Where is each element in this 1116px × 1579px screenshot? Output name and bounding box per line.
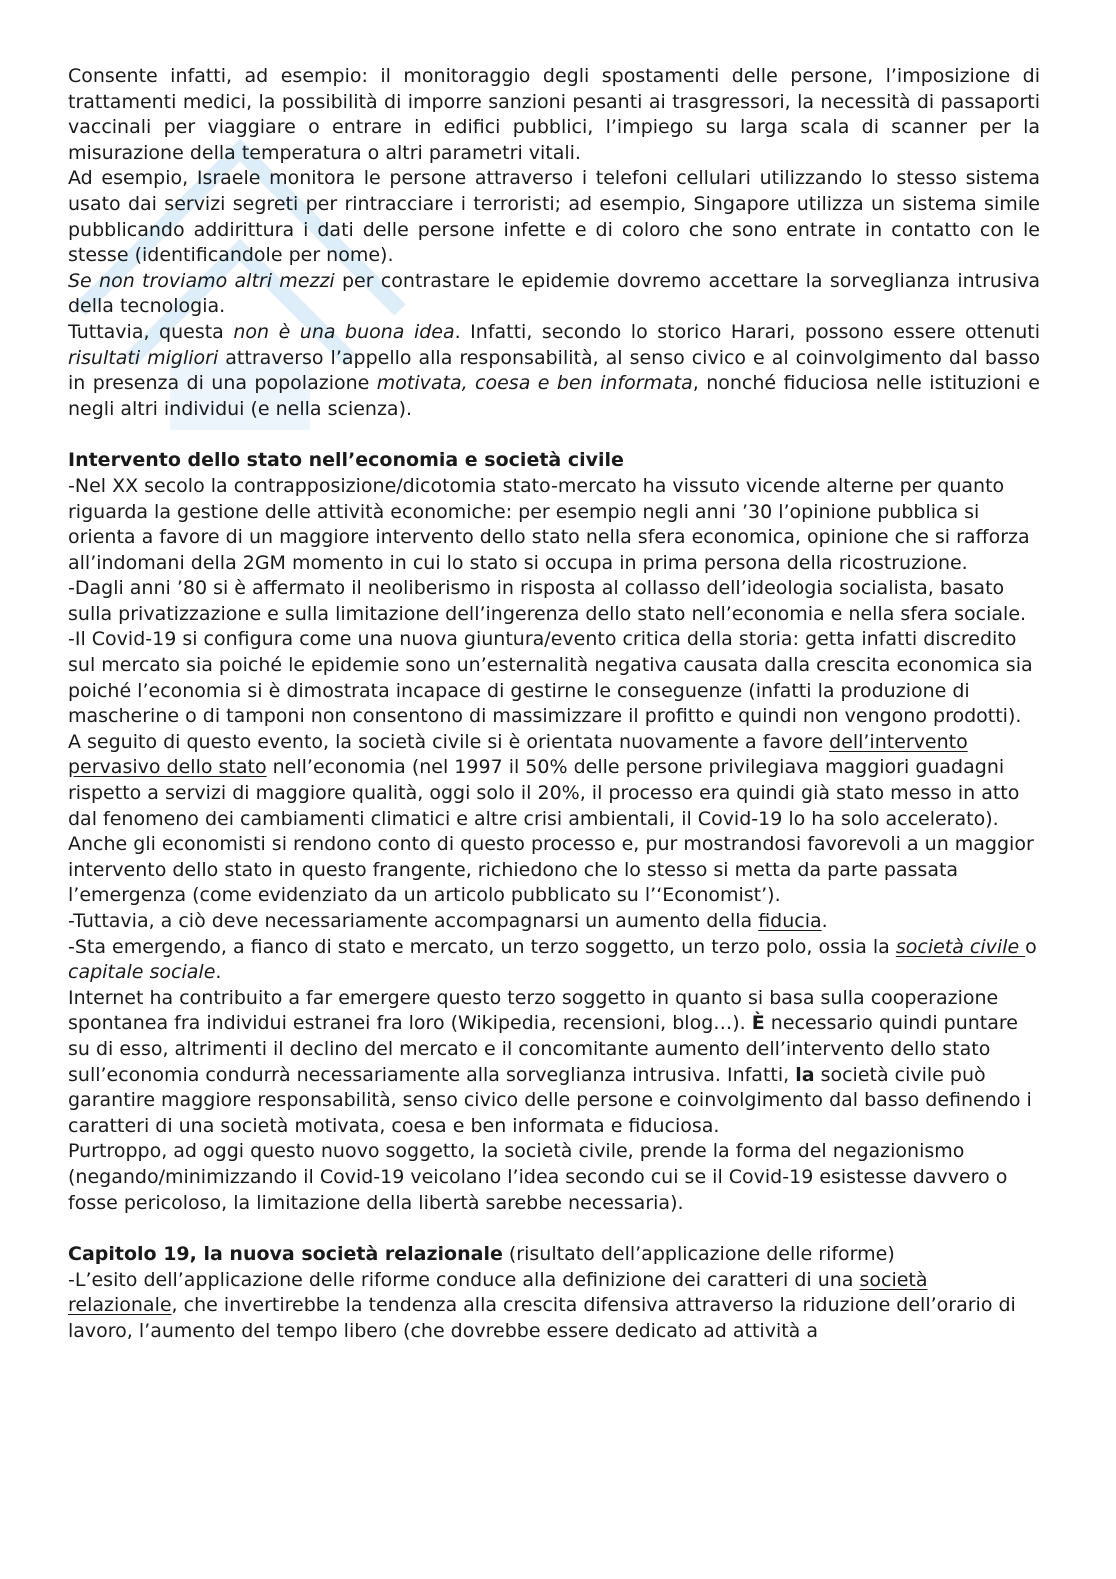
paragraph-text: , nonché fiduciosa nelle istituzioni e negli altri individui (e nella scienza). bbox=[68, 372, 1040, 420]
section-heading-state-intervention: Intervento dello stato nell’economia e società civile bbox=[68, 449, 624, 472]
paragraph-text: A seguito di questo evento, la società civile si è orientata nuovamente a favore bbox=[68, 730, 830, 753]
paragraph-covid-critical-juncture: -Il Covid-19 si configura come una nuova giuntura/evento critica della storia: getta infatti discredito sul mercato sia poiché le epidemie sono un’esternalità negativa causata dalla crescita economica sia poiché l’economia si è dimostrata incapace di gestirne le conseguenze (infatti la produzione di mascherine o di tamponi non consentono di massimizzare il profitto e quindi non vengono prodotti). bbox=[68, 628, 1033, 728]
paragraph-text: -L’esito dell’applicazione delle riforme conduce alla definizione dei caratteri di una bbox=[68, 1268, 860, 1291]
paragraph-civil-society-orientation bbox=[68, 730, 1040, 909]
paragraph-text: Tuttavia, questa bbox=[68, 320, 234, 343]
paragraph-surveillance-measures: Consente infatti, ad esempio: il monitoraggio degli spostamenti delle persone, l’imposizione di trattamenti medici, la possibilità di imporre sanzioni pesanti ai trasgressori, la necessità di passaporti vaccinali per viaggiare o entrare in edifici pubblici, l’impiego su larga scala di scanner per la misurazione della temperatura o altri parametri vitali. bbox=[68, 65, 1040, 164]
emphasis-text: motivata, coesa e ben informata bbox=[376, 372, 693, 395]
underlined-text: fiducia bbox=[758, 910, 822, 932]
paragraph-text: società civile può garantire maggiore responsabilità, senso civico delle persone e coinvolgimento dal basso definendo i caratteri di una società motivata, coesa e ben informata e fiduciosa. bbox=[68, 1063, 1032, 1137]
paragraph-negationism: Purtroppo, ad oggi questo nuovo soggetto, la società civile, prende la forma del negazionismo (negando/minimizzando il Covid-19 veicolano l’idea secondo cui se il Covid-19 esistesse davvero o fosse pericoloso, la limitazione della libertà sarebbe necessaria). bbox=[68, 1140, 1008, 1214]
paragraph-text: per contrastare le epidemie dovremo accettare la sorveglianza intrusiva della tecnologia. bbox=[68, 269, 1041, 318]
paragraph-text: -Tuttavia, a ciò deve necessariamente accompagnarsi un aumento della bbox=[68, 910, 759, 932]
paragraph-third-subject bbox=[68, 935, 1040, 986]
emphasis-text: risultati migliori bbox=[68, 346, 219, 369]
bold-text: la bbox=[795, 1063, 815, 1086]
emphasis-text: non è una buona idea bbox=[233, 320, 455, 343]
paragraph-xx-century: -Nel XX secolo la contrapposizione/dicotomia stato-mercato ha vissuto vicende alterne per quanto riguarda la gestione delle attività economiche: per esempio negli anni ’30 l’opinione pubblica si orienta a favore di un maggiore intervento dello stato nella sfera economica, opinione che si rafforza all’indomani della 2GM momento in cui lo stato si occupa in prima persona della ricostruzione. bbox=[68, 474, 1030, 574]
paragraph-harari bbox=[68, 320, 1040, 422]
paragraph-trust bbox=[68, 909, 1040, 935]
bold-text: È bbox=[751, 1012, 765, 1035]
bold-text: Capitolo 19, la nuova società relazionale bbox=[68, 1243, 503, 1266]
paragraph-text: -Sta emergendo, a fianco di stato e mercato, un terzo soggetto, un terzo polo, ossia la bbox=[68, 935, 896, 958]
document-body bbox=[68, 64, 1040, 1345]
emphasis-text: Se non troviamo altri mezzi bbox=[68, 269, 335, 292]
paragraph-israel-singapore: Ad esempio, Israele monitora le persone attraverso i telefoni cellulari utilizzando lo stesso sistema usato dai servizi segreti per rintracciare i terroristi; ad esempio, Singapore utilizza un sistema simile pubblicando addirittura i dati delle persone infette e di coloro che sono entrate in contatto con le stesse (identificandole per nome). bbox=[68, 167, 1040, 267]
paragraph-internet bbox=[68, 986, 1040, 1140]
paragraph-text: , che invertirebbe la tendenza alla crescita difensiva attraverso la riduzione dell’orario di lavoro, l’aumento del tempo libero (che dovrebbe essere dedicato ad attività a bbox=[68, 1294, 1016, 1342]
spacer bbox=[68, 1216, 1040, 1242]
paragraph-alternative-means bbox=[68, 269, 1040, 320]
emphasis-text: capitale sociale bbox=[68, 961, 216, 984]
paragraph-text: . bbox=[821, 910, 828, 932]
paragraph-text: nell’economia (nel 1997 il 50% delle persone privilegiava maggiori guadagni rispetto a servizi di maggiore qualità, oggi solo il 20%, il processo era quindi già stato messo in atto dal fenomeno dei cambiamenti climatici e altre crisi ambientali, il Covid-19 lo ha solo accelerato). Anche gli economisti si rendono conto di questo processo e, pur mostrandosi favorevoli a un maggior intervento dello stato in questo frangente, richiedono che lo stesso si metta da parte passata l’emergenza (come evidenziato da un articolo pubblicato su l’‘Economist’). bbox=[68, 756, 1034, 907]
underlined-text: dell’intervento pervasivo dello stato bbox=[68, 730, 968, 779]
section-heading-chapter-19 bbox=[68, 1242, 1040, 1268]
paragraph-text: . bbox=[215, 961, 222, 984]
paragraph-text: attraverso l’appello alla responsabilità, al senso civico e al coinvolgimento dal basso in presenza di una popolazione bbox=[68, 346, 1040, 395]
paragraph-neoliberism: -Dagli anni ’80 si è affermato il neoliberismo in risposta al collasso dell’ideologia socialista, basato sulla privatizzazione e sulla limitazione dell’ingerenza dello stato nell’economia e nella sfera sociale. bbox=[68, 577, 1027, 625]
paragraph-relational-society bbox=[68, 1268, 1040, 1345]
paragraph-text: necessario quindi puntare su di esso, altrimenti il declino del mercato e il concomitante aumento dell’intervento dello stato sull’economia condurrà necessariamente alla sorveglianza intrusiva. Infatti, bbox=[68, 1012, 1018, 1086]
paragraph-text: o bbox=[1025, 935, 1037, 958]
underlined-text: società relazionale bbox=[68, 1268, 928, 1317]
paragraph-text: Internet ha contribuito a far emergere questo terzo soggetto in quanto si basa sulla cooperazione spontanea fra individui estranei fra loro (Wikipedia, recensioni, blog…). bbox=[68, 986, 999, 1035]
spacer bbox=[68, 422, 1040, 448]
paragraph-text: (risultato dell’applicazione delle riforme) bbox=[502, 1243, 895, 1266]
underlined-emphasis-text: società civile bbox=[895, 935, 1026, 958]
paragraph-text: . Infatti, secondo lo storico Harari, possono essere ottenuti bbox=[454, 320, 1040, 343]
